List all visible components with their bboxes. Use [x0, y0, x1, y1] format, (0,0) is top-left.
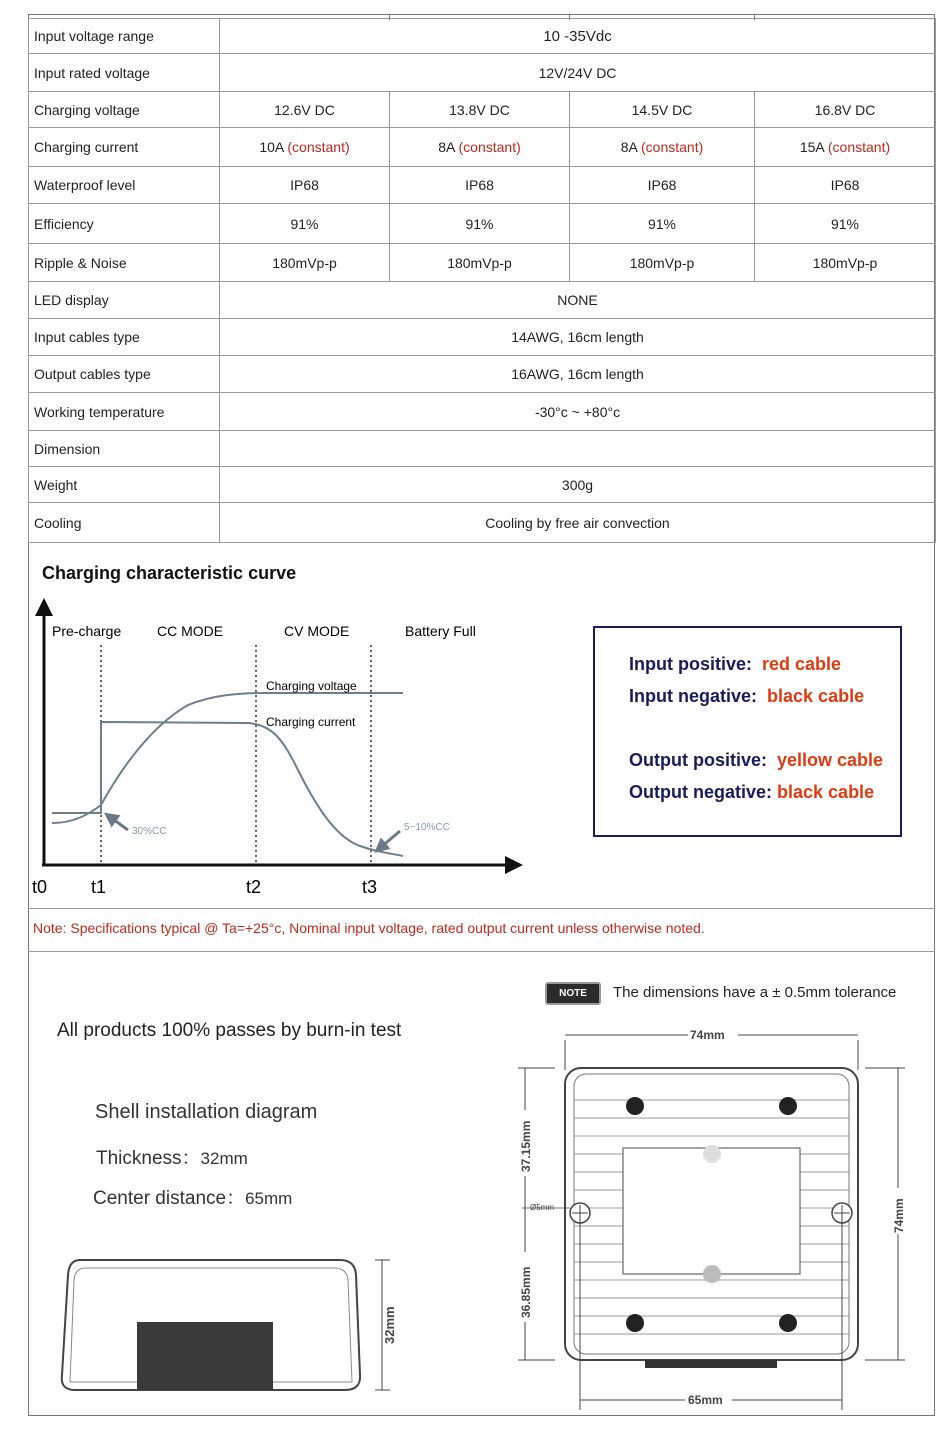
width-dimension: 74mm: [690, 1028, 725, 1042]
upper-dimension: 37.15mm: [519, 1120, 533, 1172]
spec-row: [29, 204, 936, 244]
current-note: (constant): [458, 139, 521, 155]
spec-row: [29, 467, 936, 503]
spec-note: Note: Specifications typical @ Ta=+25°c, Nominal input voltage, rated output current unless otherwise noted.: [33, 920, 705, 936]
spec-label: Charging voltage: [29, 92, 220, 128]
screw-hole: [779, 1097, 797, 1115]
top-view-drawing: [510, 1020, 920, 1415]
thickness-line: Thickness：32mm: [96, 1148, 248, 1169]
spec-label: Working temperature: [29, 393, 220, 431]
spec-value: IP68: [390, 167, 570, 204]
spec-row: [29, 92, 936, 128]
shell-title: Shell installation diagram: [95, 1101, 318, 1123]
note-badge: NOTE: [545, 982, 601, 1005]
cable-row: Input negative: black cable: [629, 686, 865, 706]
spec-row: [29, 167, 936, 204]
spec-value: NONE: [220, 282, 936, 319]
phase-label: Battery Full: [405, 623, 476, 639]
spec-label: Dimension: [29, 431, 220, 467]
center-dimension: 65mm: [688, 1393, 723, 1407]
spec-row: [29, 54, 936, 92]
spec-value: 180mVp-p: [570, 244, 755, 282]
screw-hole: [626, 1314, 644, 1332]
phase-label: CV MODE: [284, 623, 350, 639]
spec-value: IP68: [570, 167, 755, 204]
spec-value: 180mVp-p: [755, 244, 936, 282]
time-mark: t0: [32, 877, 48, 897]
spec-row: [29, 431, 936, 467]
cable-legend: [593, 626, 902, 837]
current-note: (constant): [287, 139, 350, 155]
center-distance-line: Center distance：65mm: [93, 1188, 293, 1209]
thickness-dimension: 32mm: [382, 1306, 397, 1344]
spec-value: 14.5V DC: [570, 92, 755, 128]
spec-row: [29, 244, 936, 282]
phase-label: Pre-charge: [52, 623, 122, 639]
burn-in-text: All products 100% passes by burn-in test: [57, 1020, 402, 1041]
precharge-arrow: [110, 817, 128, 830]
cable-row: Output negative: black cable: [629, 782, 875, 802]
precharge-annotation: 30%CC: [132, 826, 167, 837]
spec-value: [220, 128, 390, 167]
spec-label: Weight: [29, 467, 220, 503]
spec-label: Input rated voltage: [29, 54, 220, 92]
spec-row: [29, 319, 936, 356]
cable-row: Output positive: yellow cable: [629, 750, 884, 770]
current-amp: 8A: [438, 139, 455, 155]
shell-side-drawing: [60, 1250, 410, 1400]
spec-label: LED display: [29, 282, 220, 319]
height-dimension: 74mm: [892, 1198, 906, 1233]
spec-row: [29, 356, 936, 393]
screw-hole: [779, 1314, 797, 1332]
current-note: (constant): [827, 139, 891, 155]
spec-value: 180mVp-p: [390, 244, 570, 282]
label-area: [623, 1148, 800, 1274]
current-amp: 8A: [620, 139, 638, 155]
tolerance-text: The dimensions have a ± 0.5mm tolerance: [613, 984, 897, 1001]
current-curve: [52, 722, 403, 856]
curve-title: Charging characteristic curve: [42, 563, 297, 583]
spec-value: [570, 128, 755, 167]
spec-value: 12V/24V DC: [220, 54, 936, 92]
time-mark: t2: [246, 877, 262, 897]
spec-row: [29, 19, 936, 54]
screw-hole: [626, 1097, 644, 1115]
voltage-curve: [52, 693, 403, 823]
spec-value: 91%: [220, 204, 390, 244]
spec-value: -30°c ~ +80°c: [220, 393, 936, 431]
full-annotation: 5~10%CC: [404, 822, 450, 833]
spec-value: 91%: [755, 204, 936, 244]
spec-label: Input voltage range: [29, 19, 220, 54]
spec-value: [755, 128, 936, 167]
spec-value: IP68: [755, 167, 936, 204]
shell-connector-block: [137, 1322, 273, 1390]
spec-label: Input cables type: [29, 319, 220, 356]
spec-label: Waterproof level: [29, 167, 220, 204]
hole-dimension: Ø5mm: [530, 1203, 554, 1212]
current-amp: 15A: [799, 139, 824, 155]
current-note: (constant): [641, 139, 704, 155]
spec-value: 13.8V DC: [390, 92, 570, 128]
spec-table: [28, 18, 936, 543]
voltage-curve-label: Charging voltage: [266, 679, 357, 693]
spec-label: Charging current: [29, 128, 220, 167]
current-curve-label: Charging current: [266, 715, 356, 729]
spec-value: 14AWG, 16cm length: [220, 319, 936, 356]
spec-row: [29, 282, 936, 319]
spec-value: 180mVp-p: [220, 244, 390, 282]
spec-value: 300g: [220, 467, 936, 503]
spec-row: [29, 503, 936, 543]
spec-value: 91%: [390, 204, 570, 244]
spec-value: IP68: [220, 167, 390, 204]
spec-value: Cooling by free air convection: [220, 503, 936, 543]
spec-value: 12.6V DC: [220, 92, 390, 128]
spec-value: 91%: [570, 204, 755, 244]
spec-value: 10 -35Vdc: [220, 19, 936, 54]
spec-value: [390, 128, 570, 167]
spec-value: 16AWG, 16cm length: [220, 356, 936, 393]
spec-label: Cooling: [29, 503, 220, 543]
spec-row: [29, 393, 936, 431]
spec-label: Efficiency: [29, 204, 220, 244]
full-arrow: [380, 831, 400, 848]
charging-curve-chart: [28, 595, 528, 905]
lower-dimension: 36.85mm: [519, 1266, 533, 1318]
terminal-strip: [645, 1360, 777, 1368]
time-mark: t1: [91, 877, 107, 897]
time-mark: t3: [362, 877, 378, 897]
spec-label: Output cables type: [29, 356, 220, 393]
phase-label: CC MODE: [157, 623, 224, 639]
spec-value: [220, 431, 936, 467]
cable-row: Input positive: red cable: [629, 654, 842, 674]
spec-label: Ripple & Noise: [29, 244, 220, 282]
spec-row: [29, 128, 936, 167]
spec-value: 16.8V DC: [755, 92, 936, 128]
current-amp: 10A: [259, 139, 284, 155]
